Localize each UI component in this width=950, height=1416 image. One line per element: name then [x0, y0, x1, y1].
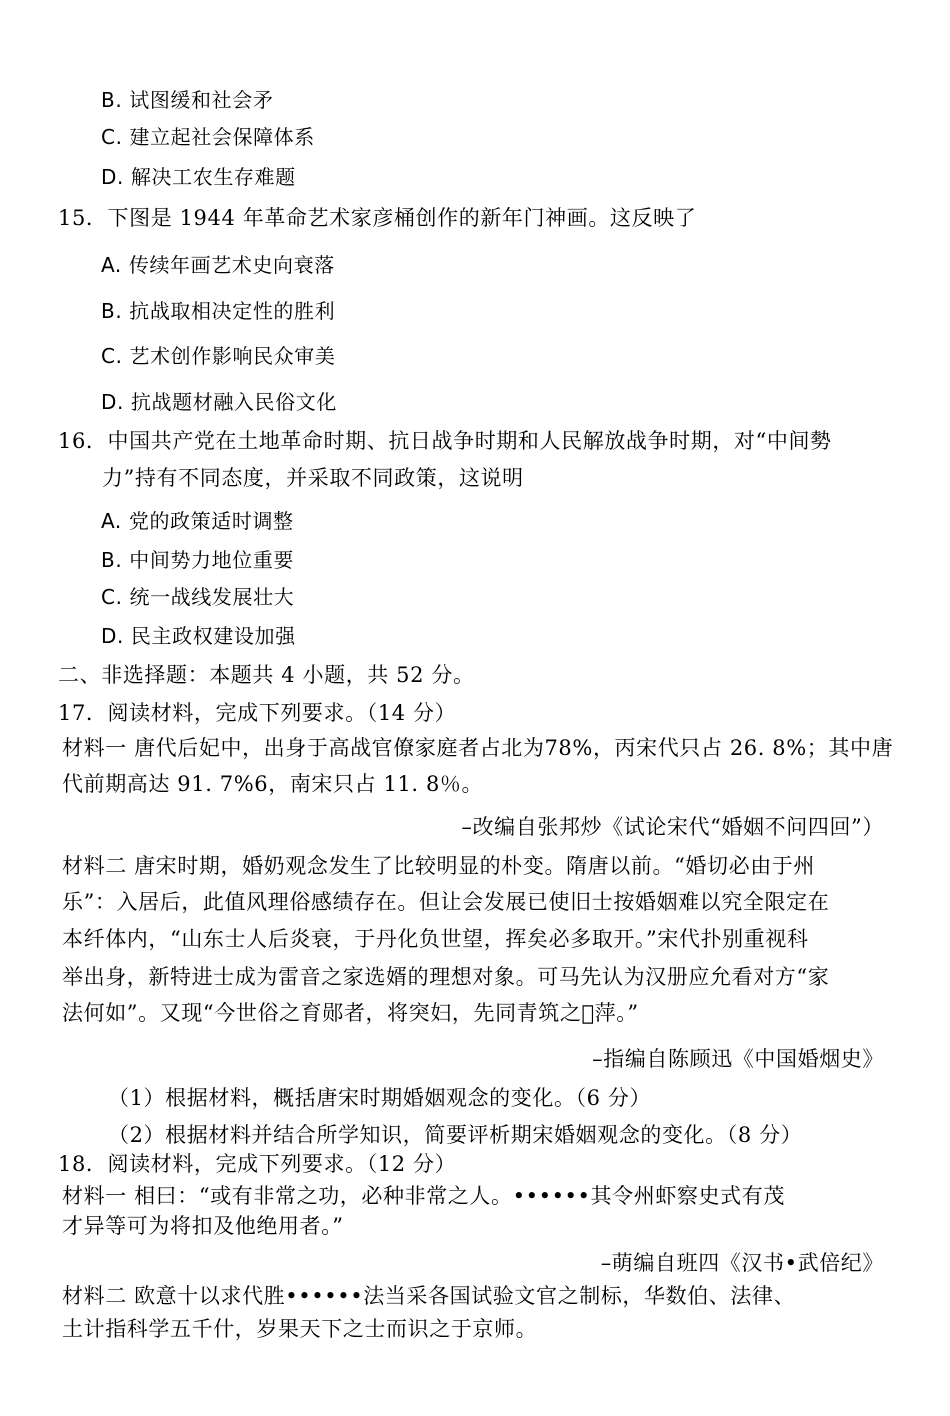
- q18-material2-line2: 土计指科学五千什，岁果天下之士而识之于京师。: [62, 1317, 538, 1341]
- q15-option-b: B. 抗战取相决定性的胜利: [101, 299, 336, 323]
- q15-option-d: D. 抗战题材融入民俗文化: [101, 390, 337, 414]
- q15-option-c: C. 艺术创作影响民众审美: [101, 344, 336, 368]
- q17-material1-line2: 代前期高达 91. 7%6，南宋只占 11. 8％。: [62, 772, 484, 796]
- q17-material2-line5: 法何如”。又现“今世俗之育郧者，将突妇，先同青筑之𫊸萍。”: [62, 1001, 639, 1025]
- q15-stem: 15．下图是 1944 年革命艺术家彦桶创作的新年门神画。这反映了: [58, 206, 697, 230]
- q18-material1-line2: 才异等可为将扣及他绝用者。”: [62, 1214, 344, 1238]
- q18-source1: –萌编自班四《汉书•武倍纪》: [600, 1251, 884, 1275]
- q17-material2-line2: 乐”：入居后，此值风理俗感绩存在。但让会发展已使旧士按婚姻难以究全限定在: [62, 890, 830, 914]
- q17-material2-line4: 举出身，新特进士成为雷音之家选婿的理想对象。可马先认为汉册应允看对方“家: [62, 965, 830, 989]
- q18-stem: 18．阅读材料，完成下列要求。（12 分）: [58, 1152, 457, 1176]
- q16-option-c: C. 统一战线发展壮大: [101, 585, 295, 609]
- q16-stem-line1: 16．中国共产党在土地革命时期、抗日战争时期和人民解放战争时期，对“中间勢: [58, 429, 832, 453]
- q17-material2-line1: 材料二 唐宋时期，婚奶观念发生了比较明显的朴变。隋唐以前。“婚切必由于州: [62, 854, 816, 878]
- q16-stem-line2: 力”持有不同态度，并采取不同政策，这说明: [102, 466, 524, 490]
- q15-option-a: A. 传续年画艺术史向衰落: [101, 253, 335, 277]
- q14-option-d: D. 解决工农生存难题: [101, 165, 296, 189]
- q14-option-b: B. 试图缓和社会矛: [101, 88, 274, 112]
- q16-option-a: A. 党的政策适时调整: [101, 509, 294, 533]
- q18-material2-line1: 材料二 欧意十以求代胜••••••法当采各国试验文官之制标，华数伯、法律、: [62, 1284, 796, 1308]
- q17-stem: 17．阅读材料，完成下列要求。（14 分）: [58, 701, 457, 725]
- q14-option-c: C. 建立起社会保障体系: [101, 125, 315, 149]
- q17-subquestion-2: （2）根据材料并结合所学知识，简要评析期宋婚姻观念的变化。（8 分）: [108, 1123, 803, 1147]
- section2-heading: 二、非选择题：本题共 4 小题，共 52 分。: [58, 663, 475, 687]
- q17-subquestion-1: （1）根据材料，概括唐宋时期婚姻观念的变化。（6 分）: [108, 1086, 652, 1110]
- q18-material1-line1: 材料一 相曰：“或有非常之功，必种非常之人。••••••其令州虾察史式有茂: [62, 1184, 785, 1208]
- q17-material1-line1: 材料一 唐代后妃中，出身于高战官僚家庭者占北为78%，丙宋代只占 26. 8%；其中唐: [62, 736, 894, 760]
- q17-material2-line3: 本纤体内，“山东士人后炎衰，于丹化负世望，挥矣必多取开。”宋代扑别重视科: [62, 927, 809, 951]
- q17-source2: –指编自陈顾迅《中国婚烟史》: [592, 1047, 884, 1071]
- q16-option-d: D. 民主政权建设加强: [101, 624, 296, 648]
- q17-source1: –改编自张邦炒《试论宋代“婚姻不问四回”）: [461, 815, 884, 839]
- q16-option-b: B. 中间势力地位重要: [101, 548, 295, 572]
